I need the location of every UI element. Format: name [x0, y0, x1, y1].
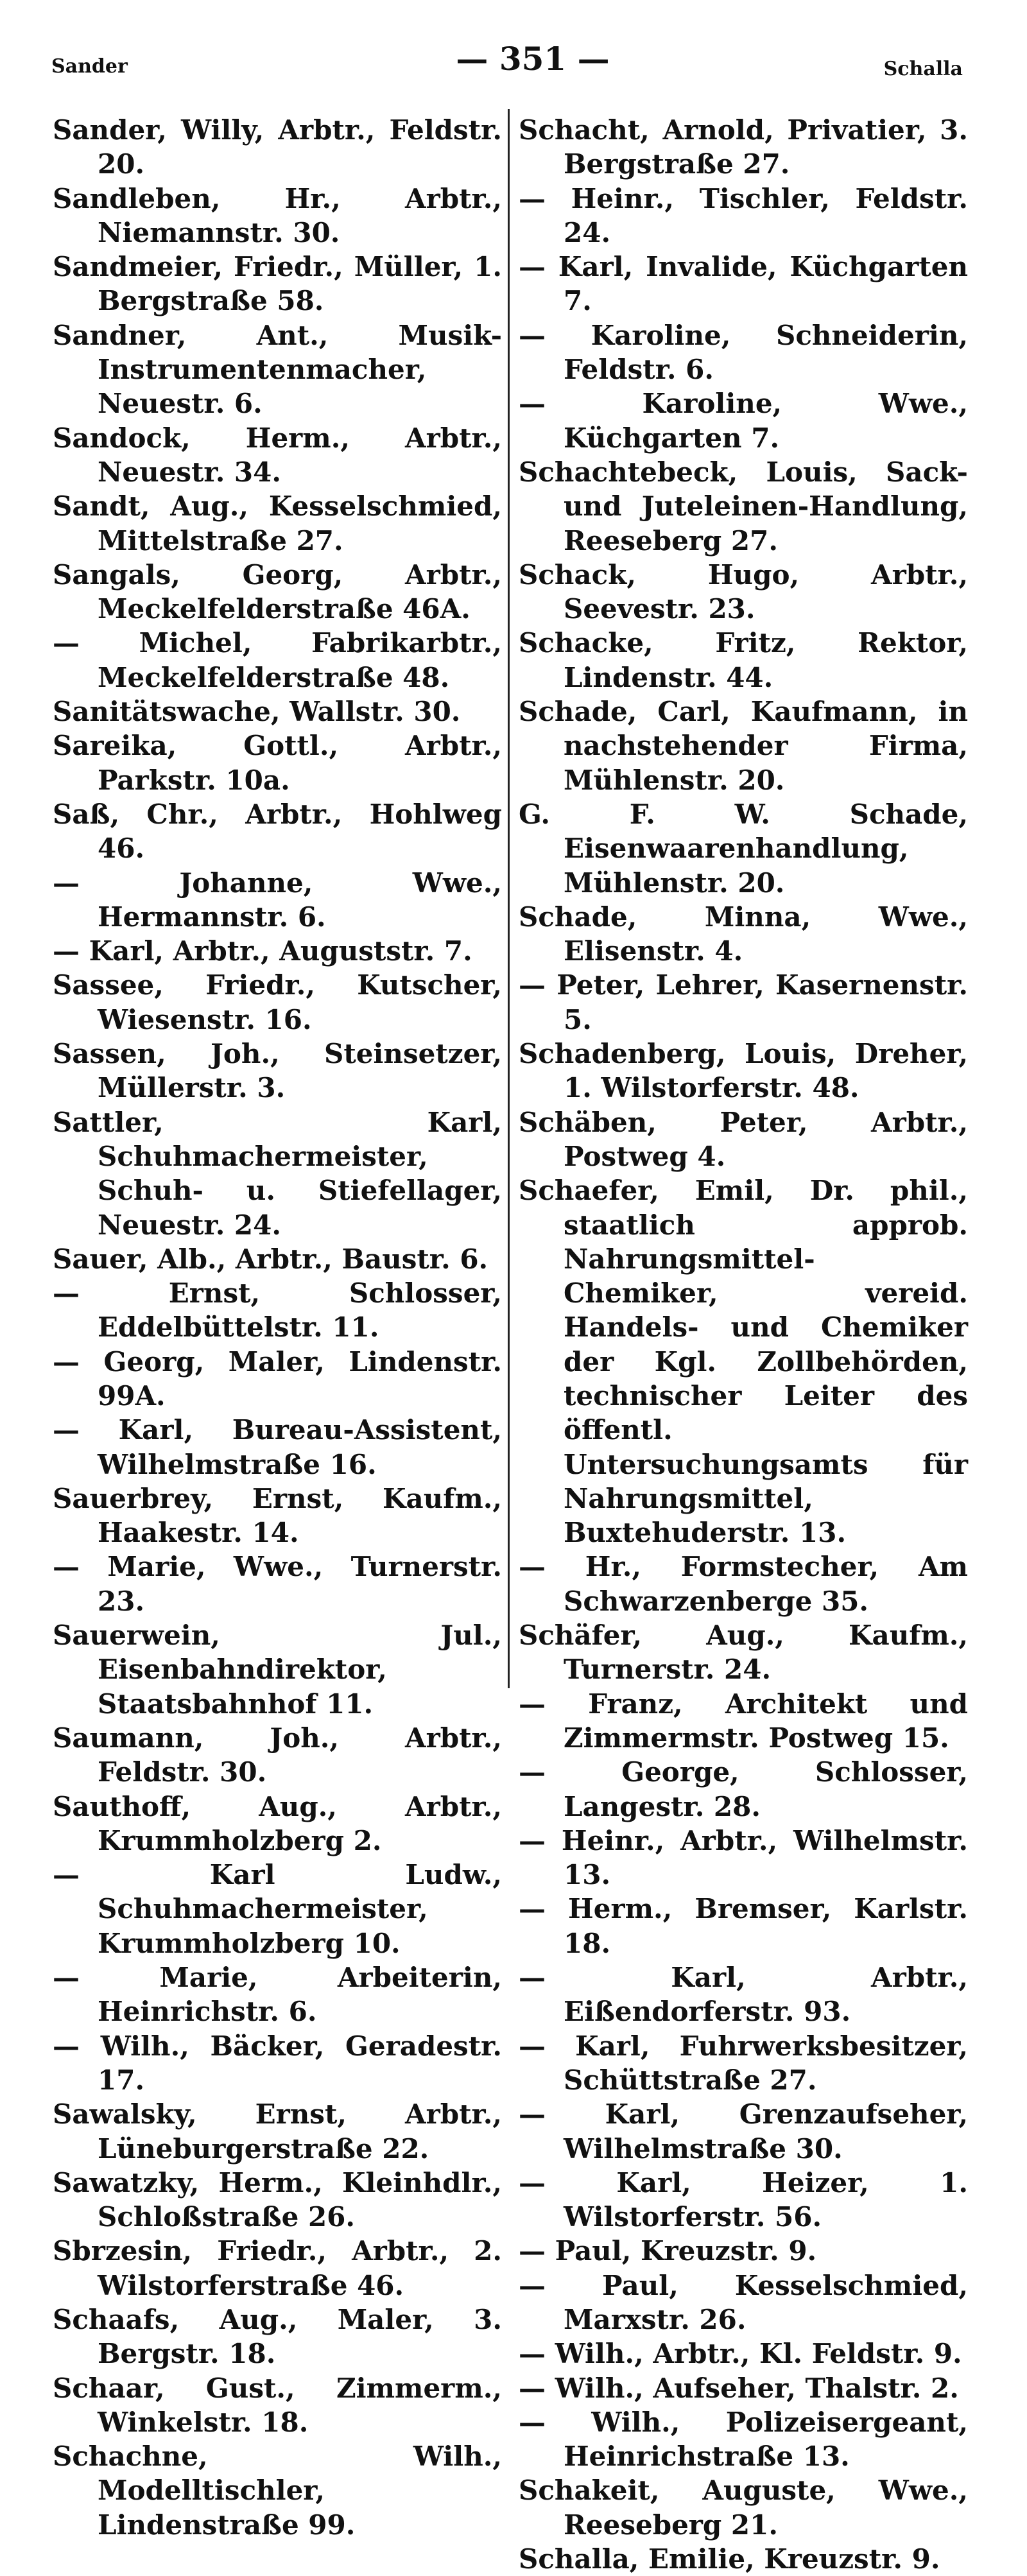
- directory-entry: Sauerbrey, Ernst, Kaufm., Haakestr. 14.: [53, 1482, 502, 1549]
- directory-entry: Schaar, Gust., Zimmerm., Winkelstr. 18.: [53, 2372, 502, 2438]
- directory-entry: — Michel, Fabrikarbtr., Meckelfelderstraße 48.: [53, 627, 502, 693]
- directory-entry: Sattler, Karl, Schuhmachermeister, Schuh- u. Stiefellager, Neuestr. 24.: [53, 1106, 502, 1241]
- directory-entry: Sanitätswache, Wallstr. 30.: [53, 696, 461, 728]
- directory-entry: — Ernst, Schlosser, Eddelbüttelstr. 11.: [53, 1277, 502, 1344]
- directory-entry: — Karl, Invalide, Küchgarten 7.: [519, 251, 968, 317]
- directory-entry: — Herm., Bremser, Karlstr. 18.: [519, 1893, 968, 1959]
- directory-entry: — Wilh., Polizeisergeant, Heinrichstraße 13.: [519, 2406, 968, 2473]
- directory-entry: Schacke, Fritz, Rektor, Lindenstr. 44.: [519, 627, 968, 693]
- directory-entry: Sawalsky, Ernst, Arbtr., Lüneburgerstraße 22.: [53, 2098, 502, 2165]
- header-right-running-head: Schalla: [883, 58, 963, 80]
- directory-entry: — Karoline, Wwe., Küchgarten 7.: [519, 388, 968, 454]
- directory-entry: Sandleben, Hr., Arbtr., Niemannstr. 30.: [53, 182, 502, 248]
- directory-entry: Schade, Minna, Wwe., Elisenstr. 4.: [519, 901, 968, 967]
- directory-entry: — Johanne, Wwe., Hermannstr. 6.: [53, 867, 502, 933]
- directory-entry: Saß, Chr., Arbtr., Hohlweg 46.: [53, 798, 502, 865]
- directory-entry: — Karl, Arbtr., Auguststr. 7.: [53, 935, 472, 967]
- directory-entry: — Wilh., Aufseher, Thalstr. 2.: [519, 2372, 959, 2404]
- directory-entry: — Peter, Lehrer, Kasernenstr. 5.: [519, 969, 968, 1035]
- directory-entry: Sauthoff, Aug., Arbtr., Krummholzberg 2.: [53, 1790, 502, 1856]
- directory-entry: Sandner, Ant., Musik-Instrumentenmacher, Neuestr. 6.: [53, 319, 502, 420]
- page-header: [51, 40, 963, 85]
- directory-entry: Sauerwein, Jul., Eisenbahndirektor, Staatsbahnhof 11.: [53, 1620, 502, 1720]
- directory-entry: Sareika, Gottl., Arbtr., Parkstr. 10a.: [53, 730, 502, 796]
- directory-entry: — Heinr., Arbtr., Wilhelmstr. 13.: [519, 1824, 968, 1891]
- directory-entry: — Karl, Bureau-Assistent, Wilhelmstraße 16.: [53, 1414, 502, 1480]
- directory-entry: — Paul, Kreuzstr. 9.: [519, 2235, 817, 2267]
- directory-entry: Schachtebeck, Louis, Sack- und Juteleinen-Handlung, Reeseberg 27.: [519, 456, 968, 557]
- directory-entry: — George, Schlosser, Langestr. 28.: [519, 1756, 968, 1822]
- page-number: — 351 —: [456, 40, 610, 78]
- directory-entry: Schachne, Wilh., Modelltischler, Lindenstraße 99.: [53, 2441, 502, 2541]
- directory-entry: — Karl Ludw., Schuhmachermeister, Krummholzberg 10.: [53, 1859, 502, 1959]
- directory-entry: Schade, Carl, Kaufmann, in nachstehender Firma, Mühlenstr. 20.: [519, 696, 968, 796]
- directory-entry: Sassen, Joh., Steinsetzer, Müllerstr. 3.: [53, 1038, 502, 1104]
- directory-entry: Sandt, Aug., Kesselschmied, Mittelstraße 27.: [53, 490, 502, 557]
- directory-entry: Schacht, Arnold, Privatier, 3. Bergstraße 27.: [519, 114, 968, 180]
- directory-entry: Schack, Hugo, Arbtr., Seevestr. 23.: [519, 558, 968, 625]
- directory-entry: Schadenberg, Louis, Dreher, 1. Wilstorferstr. 48.: [519, 1038, 968, 1104]
- directory-entry: Schaefer, Emil, Dr. phil., staatlich approb. Nahrungsmittel-Chemiker, vereid. Handels- und Chemiker der Kgl. Zollbehörden, technischer Leiter des öffentl. Untersuchungsamts für Nahrungsmittel, Buxtehuderstr. 13.: [519, 1175, 968, 1549]
- directory-entry: — Georg, Maler, Lindenstr. 99A.: [53, 1345, 502, 1412]
- directory-entry: — Karoline, Schneiderin, Feldstr. 6.: [519, 319, 968, 386]
- directory-entry: — Hr., Formstecher, Am Schwarzenberge 35.: [519, 1551, 968, 1617]
- directory-entry: — Karl, Fuhrwerksbesitzer, Schüttstraße 27.: [519, 2030, 968, 2096]
- column-divider: [508, 109, 510, 1688]
- directory-entry: Sbrzesin, Friedr., Arbtr., 2. Wilstorferstraße 46.: [53, 2235, 502, 2301]
- directory-entry: Sauer, Alb., Arbtr., Baustr. 6.: [53, 1243, 488, 1275]
- directory-entry: G. F. W. Schade, Eisenwaarenhandlung, Mühlenstr. 20.: [519, 798, 968, 899]
- directory-entry: — Marie, Wwe., Turnerstr. 23.: [53, 1551, 502, 1617]
- directory-entry: Schalla, Emilie, Kreuzstr. 9.: [519, 2543, 940, 2575]
- directory-entry: Sandock, Herm., Arbtr., Neuestr. 34.: [53, 422, 502, 488]
- directory-entry: Sangals, Georg, Arbtr., Meckelfelderstraße 46A.: [53, 558, 502, 625]
- directory-entry: — Wilh., Arbtr., Kl. Feldstr. 9.: [519, 2338, 962, 2370]
- header-left-running-head: Sander: [51, 55, 128, 78]
- left-column: [53, 113, 502, 2542]
- directory-entry: Sassee, Friedr., Kutscher, Wiesenstr. 16.: [53, 969, 502, 1035]
- directory-entry: — Wilh., Bäcker, Geradestr. 17.: [53, 2030, 502, 2096]
- directory-entry: — Karl, Grenzaufseher, Wilhelmstraße 30.: [519, 2098, 968, 2165]
- directory-entry: — Franz, Architekt und Zimmermstr. Postweg 15.: [519, 1688, 968, 1754]
- directory-entry: Sandmeier, Friedr., Müller, 1. Bergstraße 58.: [53, 251, 502, 317]
- directory-entry: Schäben, Peter, Arbtr., Postweg 4.: [519, 1106, 968, 1172]
- right-column: [519, 113, 968, 2576]
- directory-entry: — Karl, Arbtr., Eißendorferstr. 93.: [519, 1962, 968, 2028]
- directory-entry: Schäfer, Aug., Kaufm., Turnerstr. 24.: [519, 1620, 968, 1686]
- directory-entry: — Paul, Kesselschmied, Marxstr. 26.: [519, 2269, 968, 2335]
- directory-entry: — Marie, Arbeiterin, Heinrichstr. 6.: [53, 1962, 502, 2028]
- directory-entry: Sander, Willy, Arbtr., Feldstr. 20.: [53, 114, 502, 180]
- directory-entry: — Heinr., Tischler, Feldstr. 24.: [519, 182, 968, 248]
- directory-entry: Saumann, Joh., Arbtr., Feldstr. 30.: [53, 1722, 502, 1788]
- directory-entry: — Karl, Heizer, 1. Wilstorferstr. 56.: [519, 2166, 968, 2233]
- directory-entry: Schakeit, Auguste, Wwe., Reeseberg 21.: [519, 2475, 968, 2541]
- directory-entry: Sawatzky, Herm., Kleinhdlr., Schloßstraße 26.: [53, 2166, 502, 2233]
- directory-entry: Schaafs, Aug., Maler, 3. Bergstr. 18.: [53, 2304, 502, 2370]
